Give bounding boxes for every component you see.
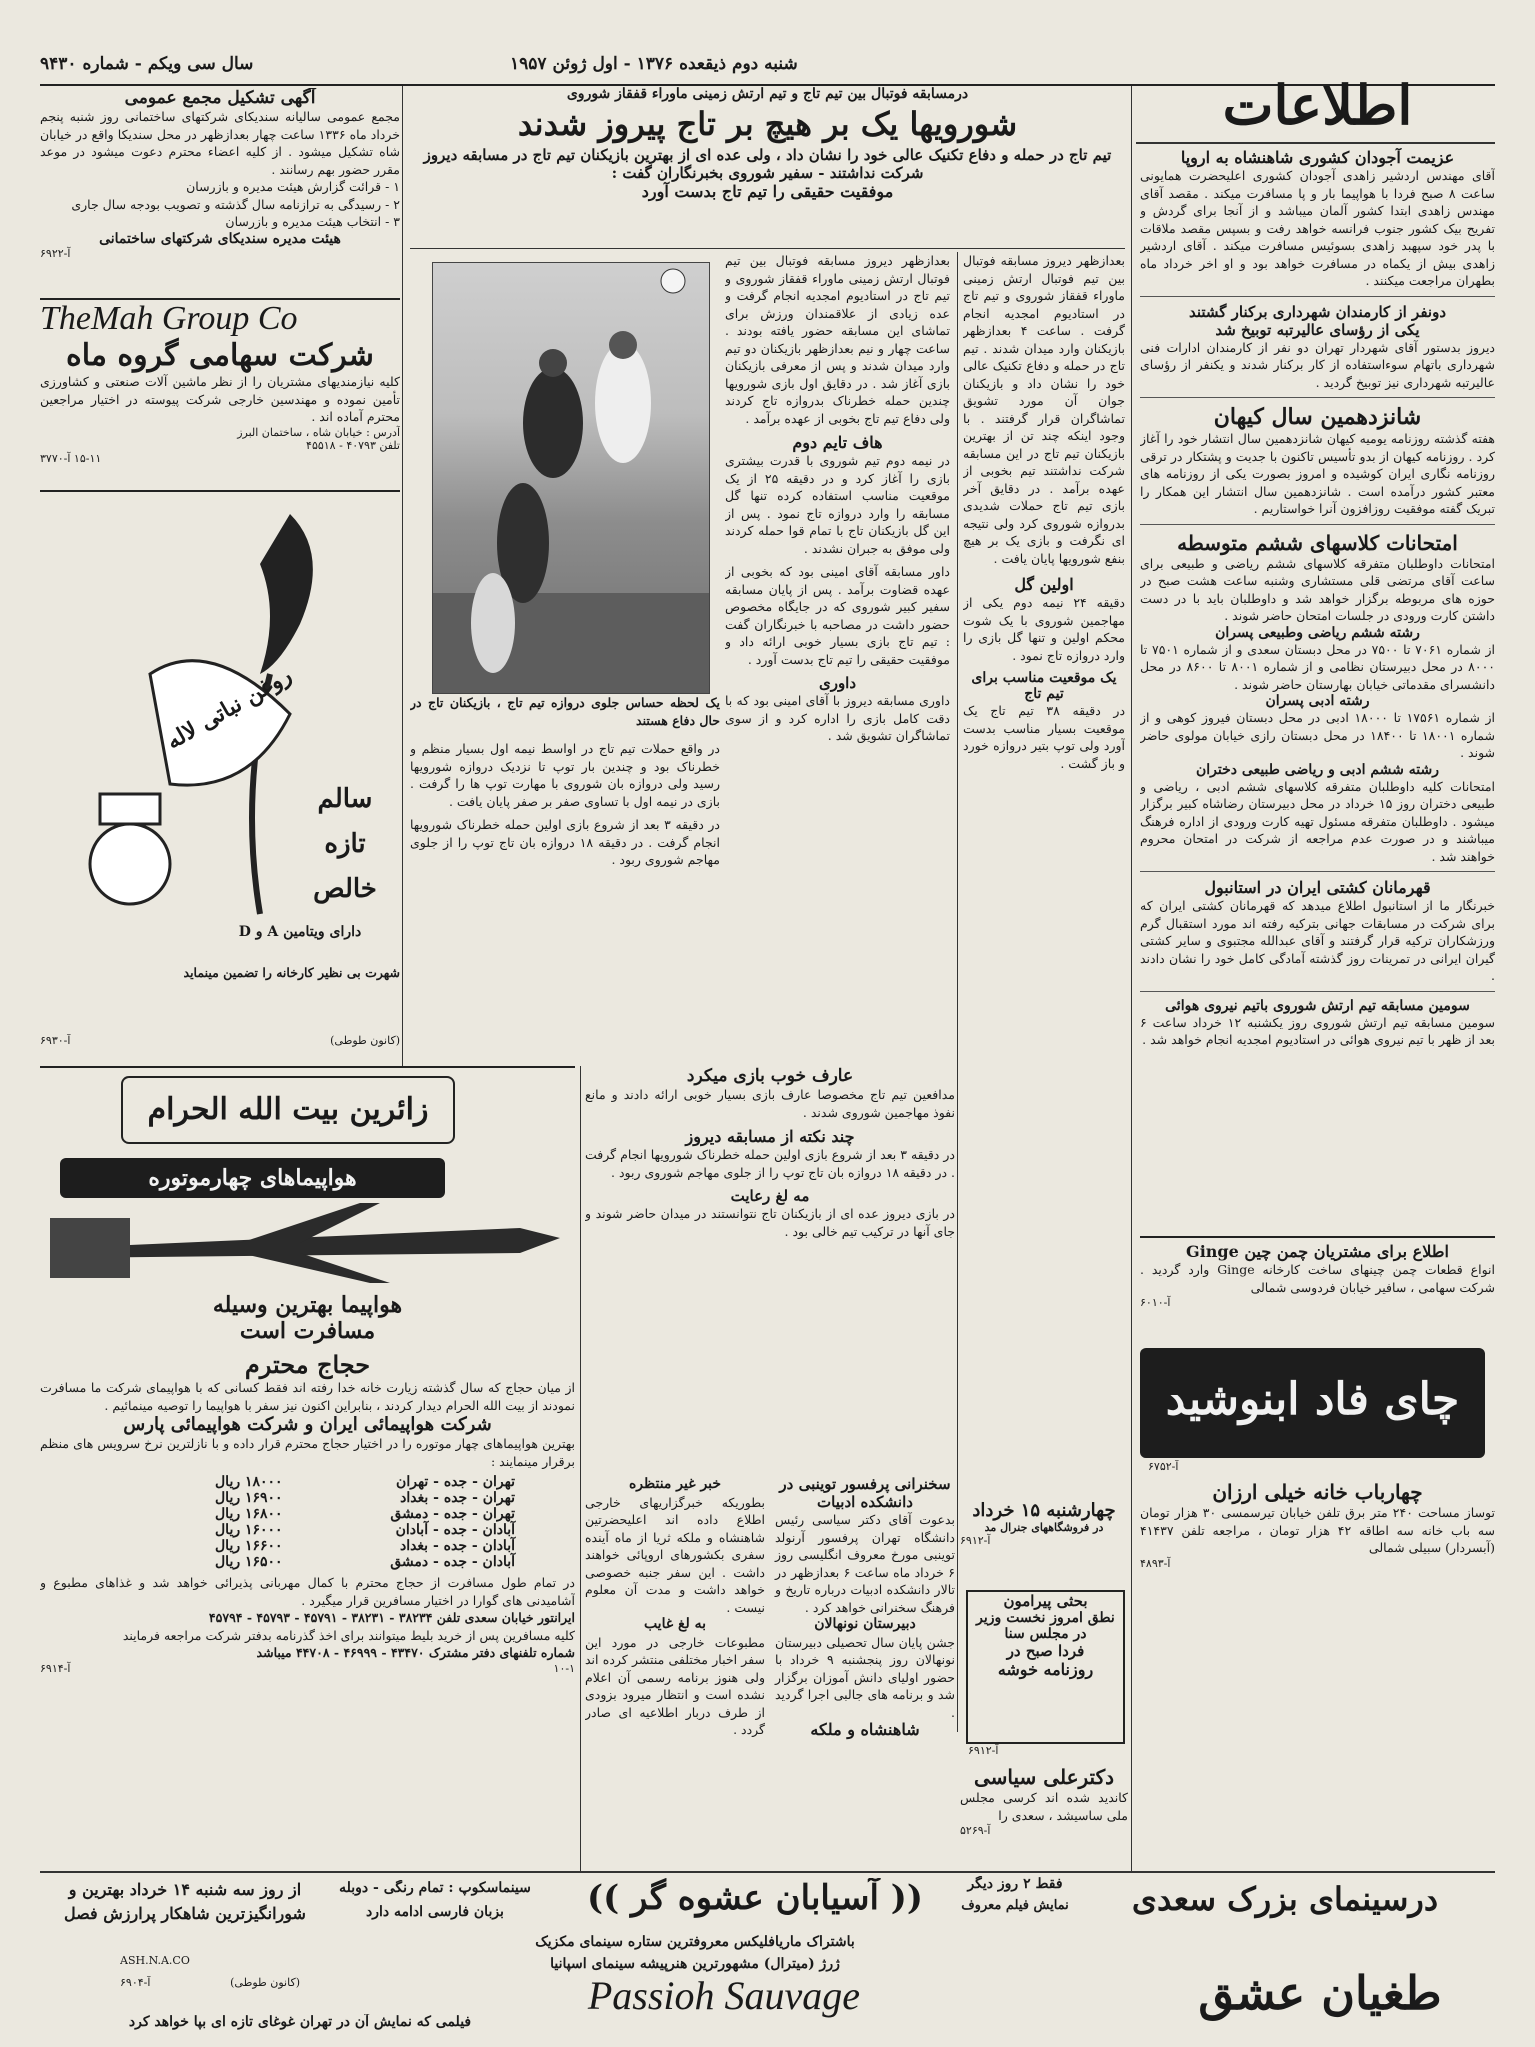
date-box bbox=[960, 1500, 1128, 1600]
route: تهران - جده - تهران bbox=[396, 1474, 515, 1490]
premiere-date: از روز سه شنبه ۱۴ خرداد بهترین و bbox=[68, 1880, 302, 1899]
price-row bbox=[215, 1506, 515, 1522]
article-subtitle: یک موقعیت مناسب برای تیم تاج bbox=[971, 670, 1117, 702]
article-body: در دقیقه ۳ بعد از شروع بازی اولین حمله خطرناک شورویها انجام گرفت . در دقیقه ۱۸ دروازه بان تاج توپ را از جلوی مهاجم شوروی ربود . bbox=[410, 817, 720, 867]
column-rule bbox=[1131, 86, 1132, 1871]
article-body: دقیقه ۲۴ نیمه دوم یکی از مهاجمین شوروی با یک شوت محکم اولین و تنها گل بازی را وارد دروازه تاج نمود . bbox=[963, 595, 1125, 663]
subheadline: موفقیت حقیقی را تیم تاج بدست آورد bbox=[641, 182, 894, 201]
ad-codes bbox=[40, 1034, 400, 1052]
article-body: مدافعین تیم تاج مخصوصا عارف بازی بسیار خوبی ارائه دادند و مانع نفوذ مهاجمین شوروی شدند . bbox=[585, 1087, 955, 1120]
ad-footer: در تمام طول مسافرت از حجاج محترم با کمال مهربانی پذیرائی خواهد شد و غذاهای مطبوع و آشامیدنی های گوارا در اختیار مسافرین قرار میگیرد . bbox=[40, 1575, 575, 1608]
ad-company: شرکت هواپیمائی ایران و شرکت هواپیمائی پارس bbox=[123, 1414, 492, 1435]
article-subtitle: رشته ششم ادبی و ریاضی طبیعی دختران bbox=[1196, 761, 1439, 778]
article-title: امتحانات کلاسهای ششم متوسطه bbox=[1177, 530, 1458, 555]
bottom-rule bbox=[40, 1871, 1495, 1873]
article-body: داور مسابقه آقای امینی بود که بخوبی از عهده قضاوت برآمد . پس از پایان مسابقه سفیر کبیر شوروی که در جایگاه مخصوص حضور داشت در مصاحبه با خبرنگاران گفت : تیم تاج بازی بسیار خوبی ارائه داد و موفقیت حقیقی را تیم تاج بدست آورد . bbox=[725, 564, 950, 667]
article-body: در بازی دیروز عده ای از بازیکنان تاج نتوانستند در میدان حاضر شوند و جای آنها در ترکیب تیم خالی بود . bbox=[585, 1206, 955, 1239]
article-body: بعدازظهر دیروز مسابقه فوتبال بین تیم فوتبال ارتش زمینی ماوراء قفقاز شوروی و تیم تاج در استادیوم امجدیه انجام گرفت و عده زیادی از علاقمندان ورزش برای تماشای این مسابقه حضور یافته بودند . ساعت چهار و نیم بعدازظهر بازیکنان دو تیم وارد میدان شدند و پس از معرفی بازیکنان بازی آغاز شد . در دقایق اول بازی شورویها چندین حمله خطرناک بدروازه تاج کردند ولی دفاع تیم تاج بخوبی از عهده برآمد . bbox=[725, 253, 950, 426]
ad-code: آ-۵۲۶۹ bbox=[960, 1824, 991, 1837]
sports-text-right bbox=[963, 252, 1125, 1462]
price: ۱۶۶۰۰ ریال bbox=[215, 1538, 283, 1554]
football-photo-svg bbox=[433, 263, 709, 693]
article-subtitle: عارف خوب بازی میکرد bbox=[686, 1066, 854, 1086]
article-body: داوری مسابقه دیروز با آقای امینی بود که با دقت کامل بازی را اداره کرد و از سوی تماشاگران تشویق شد . bbox=[725, 693, 950, 743]
ad-slogan: مسافرت است bbox=[239, 1318, 376, 1344]
article-body: هفته گذشته روزنامه یومیه کیهان شانزدهمین سال انتشار خود را آغاز کرد . روزنامه کیهان از بدو تأسیس تاکنون با جدیت و پشتکار در ترقی روزنامه نگاری ایران کوشیده و امروز بصورت یکی از روزنامه های معتبر کشور درآمده است . شانزدهمین سال انتشار این همکار را تبریک گفته موفقیت روزافزون آنرا خواستاریم . bbox=[1140, 431, 1495, 516]
ad-code: آ-۶۹۰۴ bbox=[120, 1976, 151, 1989]
article-subtitle: خبر غیر منتظره bbox=[628, 1476, 722, 1492]
article-subtitle: مه لغ رعایت bbox=[730, 1187, 810, 1205]
ad-slogan: دارای ویتامین A و D bbox=[238, 924, 362, 940]
price-row bbox=[215, 1490, 515, 1506]
route: آبادان - جده - بغداد bbox=[399, 1538, 515, 1554]
ad-footer: ایرانتور خیابان سعدی تلفن ۳۸۲۳۴ - ۳۸۲۳۱ - ۴۵۷۹۱ - ۴۵۷۹۳ - ۴۵۷۹۴ bbox=[208, 1610, 575, 1625]
article-subtitle: به لغ غایب bbox=[643, 1616, 707, 1632]
column-rule bbox=[957, 252, 958, 1732]
stars-line: ژرژ (میترال) مشهورترین هنرپیشه سینمای اسپانیا bbox=[550, 1956, 840, 1972]
price: ۱۶۵۰۰ ریال bbox=[215, 1554, 283, 1570]
article-title: دونفر از کارمندان شهرداری برکنار گشتند bbox=[1188, 302, 1447, 321]
article-title: سخنرانی پرفسور توینبی در bbox=[779, 1476, 951, 1493]
article-title: دبیرستان نونهالان bbox=[814, 1616, 916, 1632]
article-body: بعدازظهر دیروز مسابقه فوتبال بین تیم فوتبال ارتش زمینی ماوراء قفقاز شوروی و تیم تاج در استادیوم امجدیه انجام گرفت . ساعت ۴ بعدازظهر بازیکنان وارد میدان شدند . تیم تاج در حمله و دفاع تکنیک عالی خود را نشان داد و بازیکنان جوان آن مورد تشویق تماشاگران قرار گرفتند . با وجود اینکه چند تن از بهترین بازیکنان تیم تاج در این مسابقه شرکت نداشتند تیم بخوبی از عهده برآمد . در دقایق آخر بازی تیم تاج حملات شدیدی بدروازه شوروی کرد ولی نتیجه ای نگرفت و بازی یک بر هیچ بنفع شورویها پایان یافت . bbox=[963, 253, 1125, 566]
society-ad bbox=[40, 88, 400, 300]
ad-title: زائرین بیت الله الحرام bbox=[121, 1076, 455, 1144]
tea-ad bbox=[1140, 1348, 1485, 1458]
headline: شورویها یک بر هیچ بر تاج پیروز شدند bbox=[517, 105, 1018, 143]
stars-line: باشتراک ماریافلیکس معروفترین ستاره سینمای مکزیک bbox=[535, 1934, 855, 1950]
price-row bbox=[215, 1522, 515, 1538]
price-row bbox=[215, 1538, 515, 1554]
price: ۱۸۰۰۰ ریال bbox=[215, 1474, 283, 1490]
ad-code: آ-۶۹۲۲ bbox=[40, 246, 71, 260]
ad-line: روزنامه خوشه bbox=[997, 1660, 1094, 1679]
article-body: در دقیقه ۳۸ تیم تاج یک موقعیت بسیار مناسب بدست آورد ولی توپ بتیر دروازه خورد و باز گشت . bbox=[963, 703, 1125, 771]
ad-body: مجمع عمومی سالیانه سندیکای شرکتهای ساختمانی روز شنبه پنجم خرداد ماه ۱۳۳۶ ساعت چهار بعدازظهر در محل سندیکا واقع در خیابان شاه تشکیل میشود . از کلیه اعضاء محترم دعوت میشود در موعد مقرر حضور بهم رسانند . bbox=[40, 109, 400, 177]
ad-title: چای فاد ابنوشید bbox=[1165, 1374, 1460, 1425]
film-title: (( آسیابان عشوه گر )) bbox=[587, 1878, 923, 1918]
cinema-title: درسینمای بزرک سعدی bbox=[1131, 1880, 1439, 1918]
article-body: از شماره ۷۰۶۱ تا ۷۵۰۰ در محل دبستان سعدی و از شماره ۷۵۰۱ تا ۸۰۰۰ در محل دبیرستان نظامی و از شماره ۸۰۰۱ تا ۸۶۰۰ در محل دانشسرای مقدماتی خیابان بهارستان حاضر شوند . bbox=[1140, 641, 1495, 692]
language-note: بزبان فارسی ادامه دارد bbox=[366, 1904, 504, 1920]
ad-code: آ-۳۷۷۰ bbox=[40, 451, 71, 465]
ad-phone: تلفن ۴۰۷۹۳ - ۴۵۵۱۸ bbox=[306, 438, 400, 452]
article-subtitle: چند نکته از مسابقه دیروز bbox=[685, 1127, 855, 1146]
sports-headline-block bbox=[410, 86, 1125, 249]
ad-footer: کلیه مسافرین پس از خرید بلیط میتوانند برای اخذ گذرنامه بدفتر شرکت مراجعه فرمایند bbox=[122, 1627, 575, 1643]
ad-line: فردا صبح در bbox=[1006, 1642, 1085, 1660]
issue-number: سال سی ویکم - شماره ۹۴۳۰ bbox=[40, 54, 254, 74]
route: آبادان - جده - دمشق bbox=[390, 1554, 515, 1570]
price: ۱۶۰۰۰ ریال bbox=[215, 1522, 283, 1538]
article-title: دانشکده ادبیات bbox=[817, 1492, 913, 1511]
ad-code: ۱۰-۱ bbox=[553, 1661, 575, 1675]
article-body: بدعوت آقای دکتر سیاسی رئیس دانشگاه تهران پرفسور آرنولد توینبی مورخ معروف انگلیسی روز ۶ خرداد ماه ساعت ۶ بعدازظهر در تالار دانشکده ادبیات درباره تاریخ و فرهنگ سخنرانی خواهد کرد . bbox=[775, 1512, 955, 1615]
article-subtitle: هاف تایم دوم bbox=[792, 433, 883, 452]
ad-line: در مجلس سنا bbox=[1004, 1626, 1087, 1642]
oil-ad bbox=[40, 494, 400, 1066]
article-body: بطوریکه خبرگزاریهای خارجی اطلاع داده اند اعلیحضرتین شاهنشاه و ملکه ثریا از ماه آینده سفری بکشورهای اروپائی خواهند داشت . این سفر جنبه خصوصی خواهد داشت و مدت آن معلوم نیست . bbox=[585, 1494, 765, 1615]
ad-intro: بهترین هواپیماهای چهار موتوره را در اختیار حجاج محترم قرار داده و با نازلترین نرخ سرویس های منظم برقرار مینمایند : bbox=[40, 1436, 575, 1469]
column-rule bbox=[402, 86, 403, 1066]
ad-codes bbox=[40, 452, 400, 465]
mah-group-ad bbox=[40, 300, 400, 492]
article-body: از شماره ۱۷۵۶۱ تا ۱۸۰۰۰ ادبی در محل دبستان فیروز کوهی و از شماره ۱۸۰۰۱ تا ۱۸۴۰۰ در محل دبستان رازی خیابان مولوی حاضر شوند . bbox=[1140, 710, 1495, 760]
house-ad bbox=[1140, 1480, 1495, 1600]
article-subtitle: رشته ادبی پسران bbox=[1265, 693, 1370, 709]
article-title: شاهنشاه و ملکه bbox=[810, 1720, 920, 1739]
sports-text-left bbox=[410, 740, 720, 1060]
ad-greeting: حجاج محترم bbox=[244, 1350, 371, 1379]
kicker: درمسابقه فوتبال بین تیم تاج و تیم ارتش زمینی ماوراء قفقاز شوروی bbox=[566, 86, 969, 102]
ad-item: ۲ - رسیدگی به ترازنامه سال گذشته و تصویب بودجه سال جاری bbox=[71, 196, 400, 212]
culture-column bbox=[585, 1476, 955, 1866]
article-subtitle: داوری bbox=[818, 674, 857, 692]
article-body: امتحانات داوطلبان متفرقه کلاسهای ششم ریاضی و طبیعی برای ساعت آقای مرتضی قلی مستشاری وشنبه ساعت هشت صبح در حوزه های مربوطه برگزار خواهد شد و داوطلبان باید با در دست داشتن کارت ورودی در جلسات امتحان حاضر شوند . bbox=[1140, 555, 1495, 623]
article-title: عزیمت آجودان کشوری شاهنشاه به اروپا bbox=[1180, 148, 1455, 167]
ad-title: دکترعلی سیاسی bbox=[974, 1765, 1114, 1789]
route: آبادان - جده - آبادان bbox=[395, 1522, 515, 1538]
culture-body bbox=[585, 1476, 955, 1739]
ad-signature: هیئت مدیره سندیکای شرکتهای ساختمانی bbox=[99, 230, 341, 247]
article-title: شانزدهمین سال کیهان bbox=[1213, 404, 1422, 430]
price-row bbox=[215, 1474, 515, 1490]
ad-title: شرکت سهامی گروه ماه bbox=[66, 338, 374, 373]
sports-lower bbox=[585, 1066, 955, 1476]
ad-word: تازه bbox=[324, 829, 366, 859]
column-rule bbox=[580, 1066, 581, 1871]
ad-body: از میان حجاج که سال گذشته زیارت خانه خدا رفته اند فقط کسانی که با هواپیمای شرکت ما مسافرت نمودند از بیت الله الحرام دیدار کردند ، بنابراین اکنون نیز سفر با هواپیما را توصیه مینمائیم . bbox=[40, 1380, 575, 1413]
brand-name: روغن نباتی لاله bbox=[161, 662, 297, 755]
ad-title-en: TheMah Group Co bbox=[40, 300, 298, 337]
khooshe-ad bbox=[966, 1590, 1125, 1744]
ad-title: چهارباب خانه خیلی ارزان bbox=[1212, 1480, 1423, 1504]
ad-code: ۱۵-۱۱ bbox=[73, 451, 102, 465]
ad-code: (کانون طوطی) bbox=[330, 1034, 400, 1047]
banner-footer: فیلمی که نمایش آن در تهران غوغای تازه ای بپا خواهد کرد bbox=[128, 2014, 472, 2030]
box-title: چهارشنبه ۱۵ خرداد bbox=[972, 1500, 1116, 1521]
premiere-note: شورانگیزترین شاهکار پرارزش فصل bbox=[64, 1904, 306, 1923]
ad-body: کلیه نیازمندیهای مشتریان را از نظر ماشین آلات صنعتی و کشاورزی تأمین نموده و مهندسین خارجی شرکت پیوسته در اختیار مراجعین محترم آماده اند . bbox=[40, 374, 400, 424]
article-body: در دقیقه ۳ بعد از شروع بازی اولین حمله خطرناک شورویها انجام گرفت . در دقیقه ۱۸ دروازه بان تاج توپ را از جلوی مهاجم شوروی ربود . bbox=[585, 1147, 955, 1180]
article-body: در نیمه دوم تیم شوروی با قدرت بیشتری بازی را آغاز کرد و در دقیقه ۲۵ از یک موقعیت مناسب استفاده کرده تنها گل مسابقه را وارد دروازه تاج نمود . پس از این گل بازیکنان تاج با تمام قوا حمله کردند ولی موفق به جبران نشدند . bbox=[725, 453, 950, 556]
article-subtitle: یکی از رؤسای عالیرتبه توبیخ شد bbox=[1215, 320, 1420, 339]
article-body: در واقع حملات تیم تاج در اواسط نیمه اول بسیار منظم و خطرناک بود و چندین بار توپ تا نزدیک دروازه شورویها رسید ولی دروازه بان شوروی با مهارت توپ ها را گرفت . بازی در نیمه اول با تساوی صفر بر صفر پایان یافت . bbox=[410, 741, 720, 809]
doctor-ad bbox=[960, 1765, 1128, 1865]
article-body: خبرنگار ما از استانبول اطلاع میدهد که قهرمانان کشتی ایران که برای شرکت در مسابقات جهانی بترکیه رفته اند مورد استقبال گرم ورزشکاران ترکیه قرار گرفتند و آقای عبدالله مجتبوی و سایر کشتی گیران ایرانی در تمرینات روز گذشته آمادگی کامل خود را نشان دادند . bbox=[1140, 898, 1495, 983]
ad-footer: شماره تلفنهای دفتر مشترک ۴۳۴۷۰ - ۴۶۹۹۹ - ۴۴۷۰۸ میباشد bbox=[256, 1645, 575, 1660]
ad-title: آگهی تشکیل مجمع عمومی bbox=[124, 88, 316, 108]
ad-word: سالم bbox=[317, 784, 373, 814]
price: ۱۶۸۰۰ ریال bbox=[215, 1506, 283, 1522]
article-body: آقای مهندس اردشیر زاهدی آجودان کشوری اعلیحضرت همایونی ساعت ۸ صبح فردا با هواپیما بار و پا مسافرت میکند . مقصد آقای مهندس زاهدی ابتدا کشور آلمان میباشد و از آنجا برای گردش و تفریح بیک کشور جنوب فرانسه خواهد رفت و بسپس مقصد ملاقات با پدر خود سپهبد زاهدی بسوئیس مسافرت میکند . آقای اردشیر زاهدی بیش از یکماه در مسافرت خواهد بود و او اخر خرداد ماه بطهران مراجعت میکنند . bbox=[1140, 168, 1495, 288]
banner-codes bbox=[120, 1976, 300, 1992]
article-subtitle: اولین گل bbox=[1014, 575, 1074, 594]
issue-date: شنبه دوم ذیقعده ۱۳۷۶ - اول ژوئن ۱۹۵۷ bbox=[510, 54, 798, 74]
ad-codes bbox=[40, 1662, 575, 1675]
subheadline: تیم تاج در حمله و دفاع تکنیک عالی خود را نشان داد ، ولی عده ای از بهترین بازیکنان تیم تاج در مسابقه دیروز شرکت نداشتند - سفیر شوروی بخبرنگاران گفت : bbox=[423, 146, 1112, 182]
hajj-ad bbox=[40, 1066, 575, 1868]
ad-title: اطلاع برای مشتریان چمن چین Ginge bbox=[1186, 1242, 1449, 1261]
ad-code: آ-۶۹۱۲ bbox=[968, 1744, 999, 1757]
article-body: دیروز بدستور آقای شهردار تهران دو نفر از کارمندان ادارات فنی شهرداری باتهام سوءاستفاده از کار برکنار شدند و یکنفر از رؤسای عالیرتبه شهرداری نیز توبیخ گردید . bbox=[1140, 339, 1495, 390]
ad-code: (کانون طوطی) bbox=[230, 1976, 300, 1989]
box-code: آ-۶۹۱۲ bbox=[960, 1534, 991, 1547]
ad-body: کاندید شده اند کرسی مجلس ملی ساسیشد ، سعدی را bbox=[960, 1790, 1128, 1823]
football-photo bbox=[432, 262, 710, 694]
cinema-days: فقط ۲ روز دیگر bbox=[967, 1876, 1063, 1892]
ad-line: نطق امروز نخست وزیر bbox=[976, 1610, 1115, 1626]
article-body: سومین مسابقه تیم ارتش شوروی روز یکشنبه ۱۲ خرداد ساعت ۶ بعد از ظهر با تیم نیروی هوائی در استادیوم امجدیه انجام خواهد شد . bbox=[1140, 1014, 1495, 1047]
ad-code: آ-۶۹۳۰ bbox=[40, 1034, 71, 1047]
ad-item: ۱ - قرائت گزارش هیئت مدیره و بازرسان bbox=[186, 179, 400, 194]
box-subtitle: در فروشگاههای جنرال مد bbox=[984, 1521, 1104, 1534]
cinema-banner bbox=[40, 1876, 1495, 2041]
masthead-logo: اطلاعات bbox=[1222, 73, 1413, 137]
article-body: امتحانات کلیه داوطلبان متفرقه کلاسهای ششم ادبی ، ریاضی و طبیعی دختران روز ۱۵ خرداد در محل دبیرستان رضاشاه کبیر برگزار میشود . داوطلبان متفرقه مسئول تهیه کارت ورودی از اداره فرهنگ میباشند و در صورت عدم مراجعه از شرکت در امتحان محروم خواهند شد . bbox=[1140, 778, 1495, 864]
ad-code: آ-۴۸۹۳ bbox=[1140, 1556, 1171, 1570]
photo-caption: یک لحظه حساس جلوی دروازه تیم تاج ، بازیکنان تاج در حال دفاع هستند bbox=[410, 695, 720, 728]
agency-mark: ASH.N.A.CO bbox=[120, 1954, 190, 1967]
price: ۱۶۹۰۰ ریال bbox=[215, 1490, 283, 1506]
article-subtitle: رشته ششم ریاضی وطبیعی پسران bbox=[1215, 624, 1420, 641]
cinemascope-note: سینماسکوپ : تمام رنگی - دوبله bbox=[339, 1880, 531, 1896]
ad-banner: هواپیماهای چهارموتوره bbox=[60, 1158, 445, 1198]
ad-item: ۳ - انتخاب هیئت مدیره و بازرسان bbox=[225, 214, 400, 229]
article-title: سومین مسابقه تیم ارتش شوروی باتیم نیروی هوائی bbox=[1165, 997, 1470, 1014]
ad-line: بحثی پیرامون bbox=[1003, 1592, 1088, 1610]
ad-body: انواع قطعات چمن چینهای ساخت کارخانه Ginge وارد گردید . شرکت سهامی ، سافیر خیابان فردوسی شمالی bbox=[1140, 1262, 1495, 1295]
price-table bbox=[215, 1474, 515, 1570]
route: تهران - جده - بغداد bbox=[400, 1490, 515, 1506]
ad-code: آ-۶۰۱۰ bbox=[1140, 1296, 1171, 1309]
ad-slogan: هواپیما بهترین وسیله bbox=[212, 1292, 403, 1318]
cinema-note: نمایش فیلم معروف bbox=[961, 1898, 1069, 1913]
ad-code: آ-۶۷۵۲ bbox=[1148, 1460, 1179, 1473]
right-column-news bbox=[1140, 148, 1495, 1198]
ginge-ad bbox=[1140, 1236, 1495, 1346]
article-title: قهرمانان کشتی ایران در استانبول bbox=[1204, 878, 1431, 897]
ad-code: آ-۶۹۱۴ bbox=[40, 1661, 71, 1675]
article-body: جشن پایان سال تحصیلی دبیرستان نونهالان روز پنجشنبه ۹ خرداد با حضور اولیای دانش آموزان برگزار شد و برنامه های جالبی اجرا گردید . bbox=[775, 1634, 955, 1720]
ad-footer: شهرت بی نظیر کارخانه را تضمین مینماید bbox=[183, 965, 400, 980]
airplane-illustration bbox=[40, 1198, 575, 1288]
film-title-en: Passioh Sauvage bbox=[587, 1973, 860, 2018]
ad-word: خالص bbox=[313, 874, 377, 904]
ad-body: توساز مساحت ۲۴۰ متر برق تلفن خیابان تیرسمسی ۳۰ هزار تومان سه باب خانه سه اطاقه ۴۲ هزار تومان ، مراجعه تلفن ۴۱۴۳۷ (آبسردار) سبیلی شمالی bbox=[1140, 1505, 1495, 1555]
route: تهران - جده - دمشق bbox=[390, 1506, 515, 1522]
price-row bbox=[215, 1554, 515, 1570]
film-title-fa: طغیان عشق bbox=[1198, 1966, 1442, 2020]
masthead-rule bbox=[1136, 142, 1495, 144]
article-body: مطبوعات خارجی در مورد این سفر اخبار مختلفی منتشر کرده اند ولی هنوز برنامه رسمی آن اعلام نشده است و انتظار میرود بزودی از طرف دربار اطلاعیه ای صادر گردد . bbox=[585, 1634, 765, 1737]
ad-address: آدرس : خیابان شاه ، ساختمان البرز bbox=[237, 425, 400, 439]
